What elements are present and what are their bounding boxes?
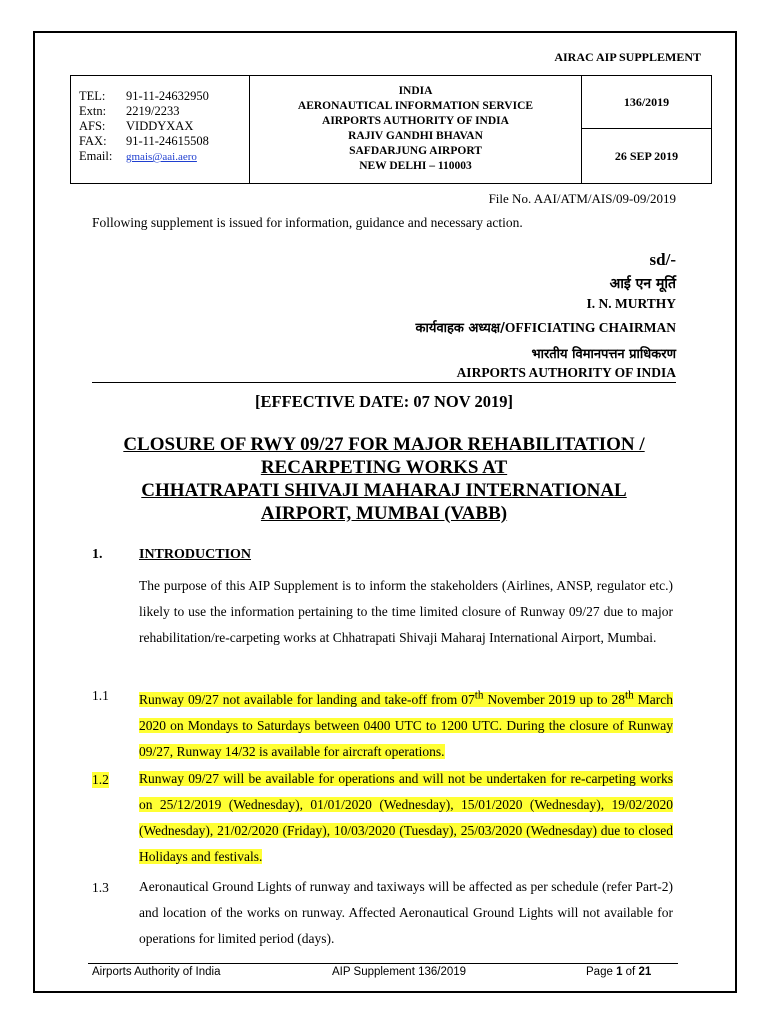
highlighted-text (139, 689, 674, 759)
text-run: November 2019 up to 28 (483, 691, 625, 707)
signatory-name: I. N. MURTHY (586, 296, 676, 311)
file-number: File No. AAI/ATM/AIS/09-09/2019 (488, 191, 676, 206)
org-line: AERONAUTICAL INFORMATION SERVICE (297, 100, 534, 112)
org-line: AIRPORTS AUTHORITY OF INDIA (322, 115, 509, 127)
supplement-number: 136/2019 (582, 76, 711, 129)
page-label: Page (586, 966, 617, 978)
org-line: NEW DELHI – 110003 (359, 160, 472, 172)
signatory-title-english: OFFICIATING CHAIRMAN (504, 320, 676, 335)
contact-key: TEL: (79, 89, 106, 103)
ref-cell (582, 76, 711, 183)
contact-key: AFS: (79, 119, 106, 133)
contact-value: 2219/2233 (126, 104, 180, 118)
document-title (60, 433, 708, 525)
paragraph-1-1 (139, 682, 673, 765)
contact-value: 91-11-24615508 (126, 134, 209, 148)
contact-value: 91-11-24632950 (126, 89, 209, 103)
contact-row (79, 89, 249, 104)
org-line: RAJIV GANDHI BHAVAN (348, 130, 483, 142)
footer-divider (88, 963, 678, 964)
highlighted-text: Runway 09/27 will be available for operations and will not be undertaken for re-carpeting works on 25/12/2019 (Wednesday), 01/01/2020 (Wednesday), 15/01/2020 (Wednesday), 19/02/2020 (Wednesday), 21/02/2020 (Friday), 10/03/2020 (Tuesday), 25/03/2020 (Wednesday) due to closed Holidays and festivals. (139, 771, 673, 864)
signatory-title (416, 318, 676, 336)
superscript: th (625, 689, 634, 701)
paragraph-1-3: Aeronautical Ground Lights of runway and taxiways will be affected as per schedule (refer Part-2) and location of the works on runway. Affected Aeronautical Ground Lights will not available for operations for limited period (days). (139, 879, 673, 946)
effective-date: [EFFECTIVE DATE: 07 NOV 2019] (255, 392, 513, 411)
signatory-name-hindi: आई एन मूर्ति (609, 276, 676, 292)
footer-center: AIP Supplement 136/2019 (332, 966, 467, 978)
signatory-title-hindi: कार्यवाहक अध्यक्ष/ (415, 321, 505, 336)
contact-key: Extn: (79, 104, 107, 118)
section-heading: INTRODUCTION (139, 547, 252, 562)
authority-name-hindi: भारतीय विमानपत्तन प्राधिकरण (531, 347, 676, 362)
paragraph-1-2 (139, 766, 673, 870)
title-line: AIRPORT, MUMBAI (VABB) (260, 503, 508, 524)
paragraph-number: 1.1 (92, 688, 109, 703)
page-of-label: of (622, 966, 639, 978)
title-line: CHHATRAPATI SHIVAJI MAHARAJ INTERNATIONAL (141, 480, 627, 501)
page-number: 1 (616, 966, 623, 978)
superscript: th (474, 689, 484, 701)
contact-cell (71, 76, 250, 183)
issue-date: 26 SEP 2019 (614, 148, 679, 163)
text-run: Runway 09/27 not available for landing and take-off from 07 (139, 691, 475, 707)
org-cell (250, 76, 582, 183)
org-line: SAFDARJUNG AIRPORT (349, 145, 482, 157)
contact-row (79, 134, 249, 149)
contact-row (79, 104, 249, 119)
title-line: RECARPETING WORKS AT (260, 457, 508, 478)
divider (92, 382, 676, 383)
title-line: CLOSURE OF RWY 09/27 FOR MAJOR REHABILITATION / (123, 434, 645, 455)
footer-page (586, 966, 651, 978)
page-total: 21 (638, 966, 652, 978)
contact-row (79, 119, 249, 134)
section-number: 1. (92, 547, 103, 562)
email-link[interactable]: gmais@aai.aero (126, 151, 197, 163)
authority-name: AIRPORTS AUTHORITY OF INDIA (456, 365, 676, 380)
text-run: March 2020 on Mondays to Saturdays between 0400 UTC to 1200 UTC. During the closure of Runway 09/27, Runway 14/32 is available for aircraft operations. (139, 691, 674, 759)
intro-paragraph: The purpose of this AIP Supplement is to inform the stakeholders (Airlines, ANSP, regulator etc.) likely to use the information pertaining to the time limited closure of Runway 09/27 due to major rehabilitation/re-carpeting works at Chhatrapati Shivaji Maharaj International Airport, Mumbai. (139, 578, 673, 645)
paragraph-number: 1.2 (92, 772, 109, 787)
org-line: INDIA (398, 85, 433, 97)
header-table (70, 75, 712, 184)
footer-left: Airports Authority of India (92, 966, 221, 978)
paragraph-number: 1.3 (92, 880, 109, 895)
airac-label: AIRAC AIP SUPPLEMENT (554, 50, 701, 64)
contact-key: FAX: (79, 134, 107, 148)
contact-value: VIDDYXAX (126, 119, 194, 133)
contact-key: Email: (79, 149, 113, 163)
issue-note: Following supplement is issued for information, guidance and necessary action. (92, 215, 523, 230)
contact-row (79, 149, 249, 165)
signature-sd: sd/- (649, 250, 676, 269)
